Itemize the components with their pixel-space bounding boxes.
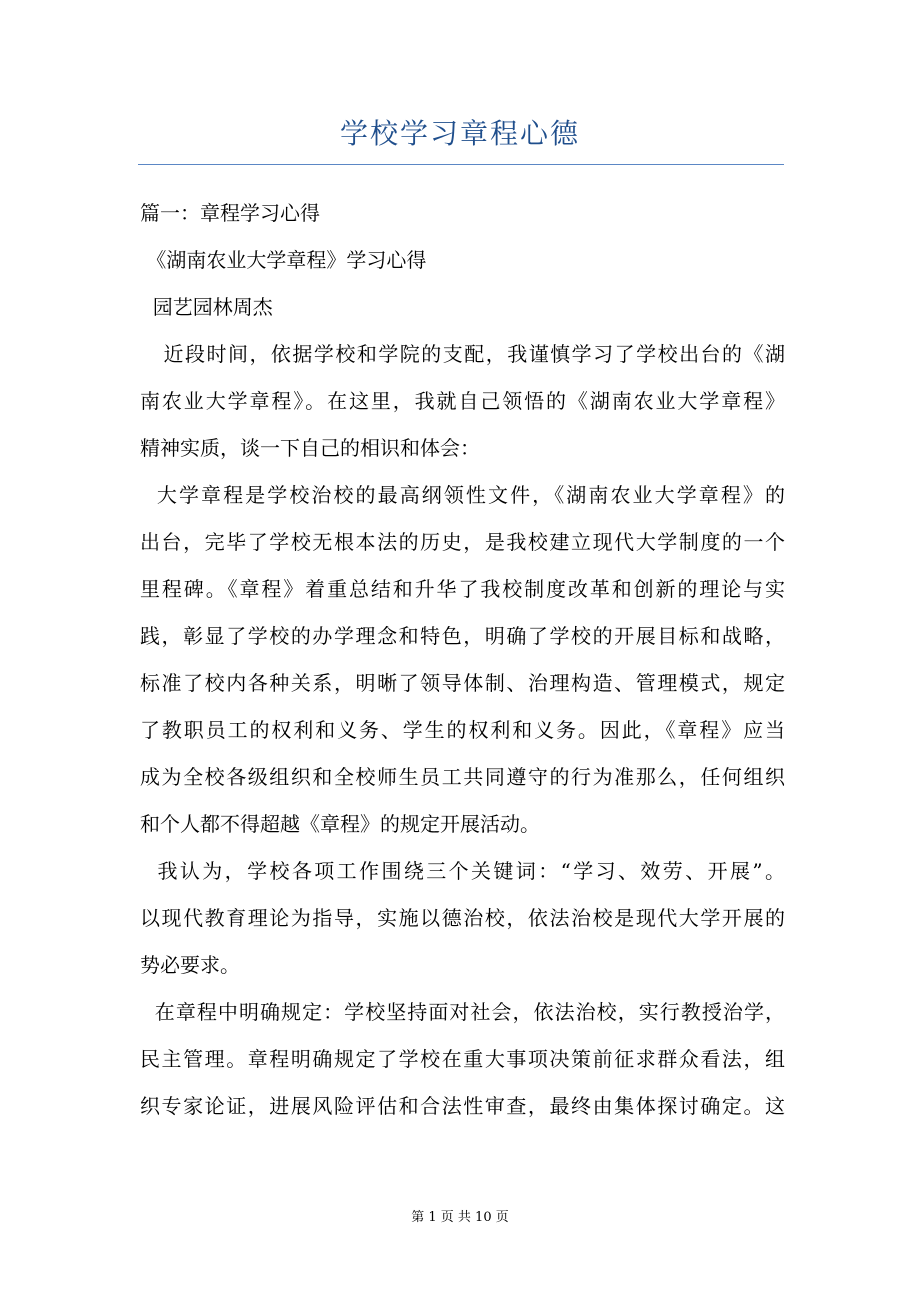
text-line: 大学章程是学校治校的最高纲领性文件，《湖南农业大学章程》的	[140, 483, 785, 507]
title-underline	[138, 164, 784, 165]
text-line: 园艺园林周杰	[140, 295, 273, 319]
text-line: 了教职员工的权利和义务、学生的权利和义务。因此，《章程》应当	[140, 718, 785, 742]
page-footer: 第 1 页 共 10 页	[411, 1210, 509, 1225]
text-line: 践，彰显了学校的办学理念和特色，明确了学校的开展目标和战略，	[140, 624, 785, 648]
document-body	[140, 190, 785, 1130]
text-line: 里程碑。《章程》着重总结和升华了我校制度改革和创新的理论与实	[140, 577, 785, 601]
text-line: 出台，完毕了学校无根本法的历史，是我校建立现代大学制度的一个	[140, 530, 785, 554]
text-line: 近段时间，依据学校和学院的支配，我谨慎学习了学校出台的《湖	[140, 342, 785, 366]
text-line: 势必要求。	[140, 953, 240, 977]
text-line: 《湖南农业大学章程》学习心得	[140, 248, 427, 272]
document-title: 学校学习章程心德	[339, 117, 580, 150]
text-line: 南农业大学章程》。在这里，我就自己领悟的《湖南农业大学章程》	[140, 389, 785, 413]
text-line: 织专家论证，进展风险评估和合法性审查，最终由集体探讨确定。这	[140, 1094, 785, 1118]
text-line: 民主管理。章程明确规定了学校在重大事项决策前征求群众看法，组	[140, 1047, 785, 1071]
text-line: 我认为，学校各项工作围绕三个关键词：“学习、效劳、开展”。	[140, 859, 785, 883]
text-line: 成为全校各级组织和全校师生员工共同遵守的行为准那么，任何组织	[140, 765, 785, 789]
text-line: 精神实质，谈一下自己的相识和体会：	[140, 436, 480, 460]
text-line: 和个人都不得超越《章程》的规定开展活动。	[140, 812, 540, 836]
text-line: 以现代教育理论为指导，实施以德治校，依法治校是现代大学开展的	[140, 906, 785, 930]
text-line: 标准了校内各种关系，明晰了领导体制、治理构造、管理模式，规定	[140, 671, 785, 695]
text-line: 篇一：章程学习心得	[140, 201, 320, 225]
text-line: 在章程中明确规定：学校坚持面对社会，依法治校，实行教授治学，	[140, 1000, 785, 1024]
